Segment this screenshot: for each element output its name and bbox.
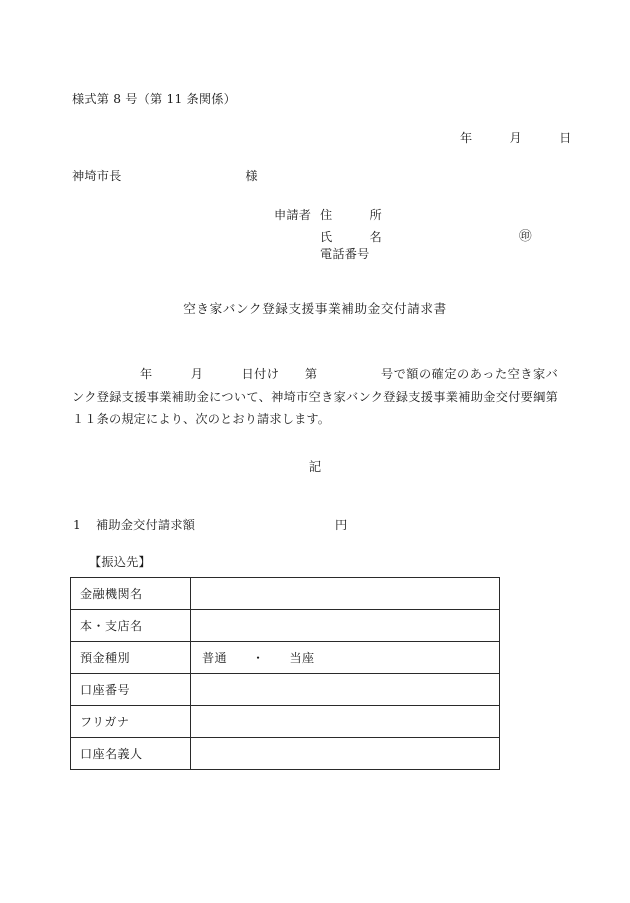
seal-stamp-icon: ㊞ <box>519 228 532 243</box>
ki-marker: 記 <box>308 459 322 474</box>
table-row <box>71 642 500 674</box>
bank-row-label: 口座名義人 <box>71 738 191 770</box>
bank-section-label: 【振込先】 <box>89 555 151 569</box>
bank-row-label: 本・支店名 <box>71 610 191 642</box>
document-title: 空き家バンク登録支援事業補助金交付請求書 <box>183 301 447 316</box>
date-line: 年 月 日 <box>460 131 572 145</box>
item-1-label: 補助金交付請求額 <box>96 518 196 532</box>
bank-row-value[interactable] <box>191 738 500 770</box>
bank-row-value[interactable] <box>191 578 500 610</box>
bank-row-value[interactable] <box>191 706 500 738</box>
table-row <box>71 706 500 738</box>
table-row <box>71 674 500 706</box>
table-row <box>71 610 500 642</box>
body-paragraph: 年 月 日付け 第 号で額の確定のあった空き家バンク登録支援事業補助金について、神埼市空き家バンク登録支援事業補助金交付要綱第１１条の規定により、次のとおり請求します。 <box>72 367 558 426</box>
bank-details-table <box>70 577 500 770</box>
bank-row-value[interactable] <box>191 610 500 642</box>
bank-row-label: 預金種別 <box>71 642 191 674</box>
table-row <box>71 578 500 610</box>
applicant-telephone-label: 電話番号 <box>320 247 370 261</box>
table-row <box>71 738 500 770</box>
bank-table-body <box>71 578 500 770</box>
bank-row-value[interactable] <box>191 674 500 706</box>
bank-row-label: 口座番号 <box>71 674 191 706</box>
addressee-line: 神埼市長 様 <box>72 169 258 183</box>
bank-row-label: フリガナ <box>71 706 191 738</box>
applicant-label: 申請者 <box>274 208 312 222</box>
item-1-unit: 円 <box>335 518 348 532</box>
applicant-address-label: 住 所 <box>320 208 382 222</box>
item-1-number: 1 <box>73 518 81 532</box>
applicant-name-label: 氏 名 <box>320 230 382 244</box>
bank-row-label: 金融機関名 <box>71 578 191 610</box>
bank-row-value[interactable]: 普通 ・ 当座 <box>191 642 500 674</box>
form-code-label: 様式第 8 号（第 11 条関係） <box>72 92 237 106</box>
